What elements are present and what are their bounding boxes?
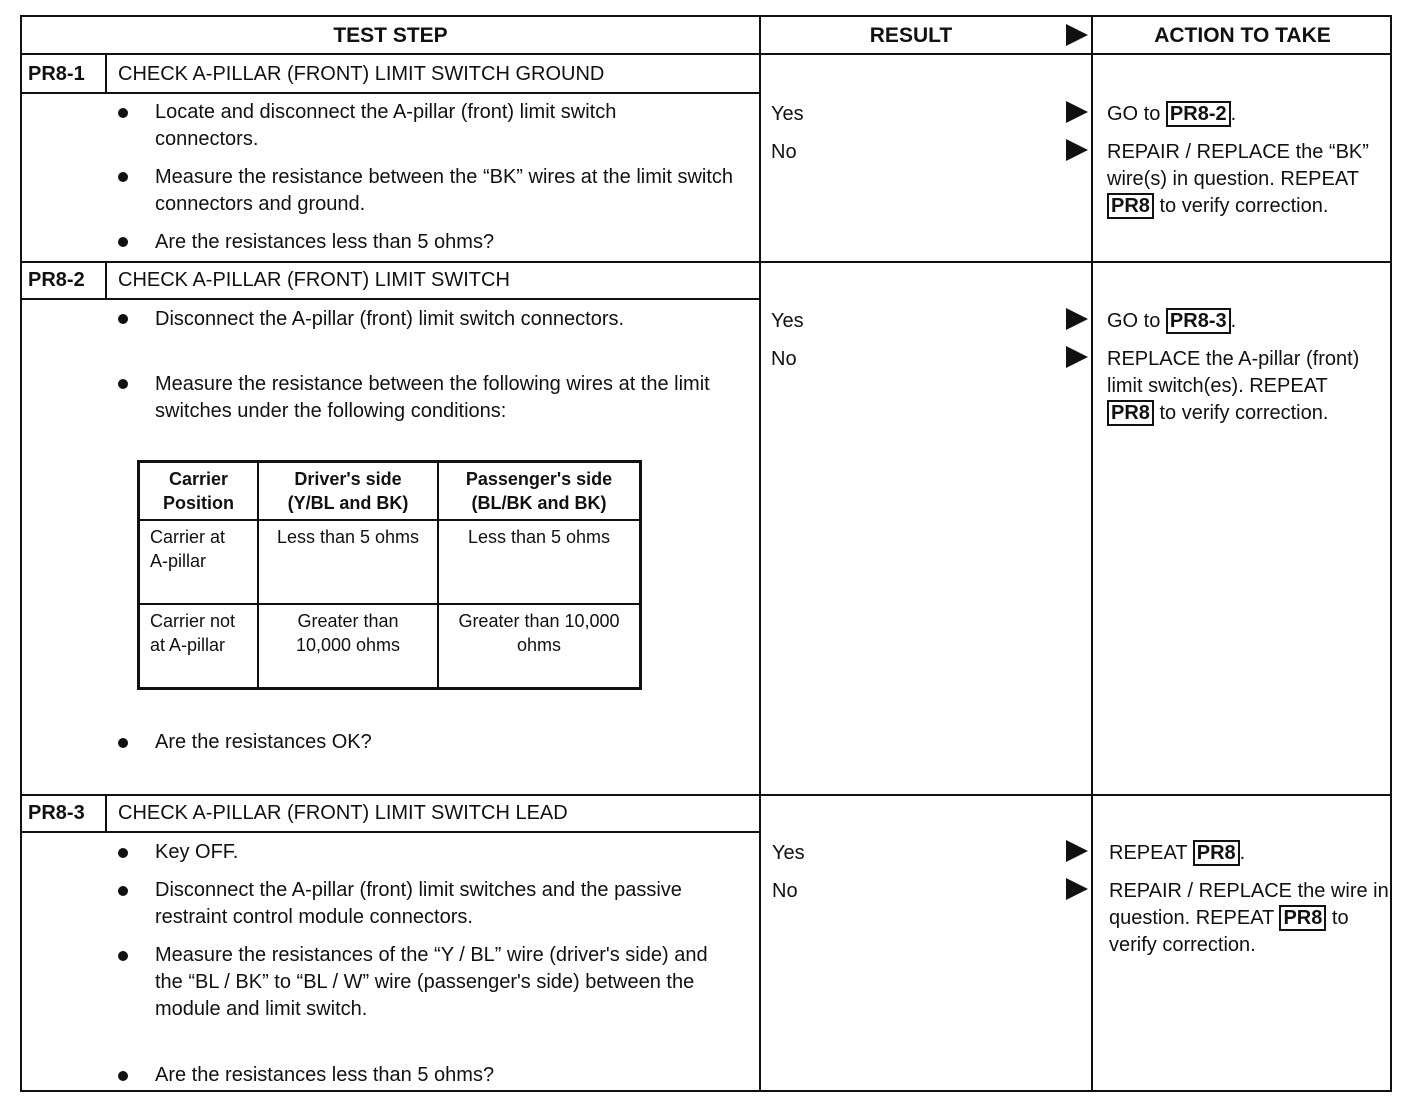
column-divider (759, 17, 761, 1092)
table-cell: Greater than 10,000 ohms (258, 604, 438, 688)
column-divider (1091, 17, 1093, 1092)
bullet-icon (118, 379, 128, 389)
step-id: PR8-3 (28, 802, 85, 824)
step-reference: PR8 (1193, 840, 1240, 866)
step-title-divider (22, 831, 759, 833)
step-title: CHECK A-PILLAR (FRONT) LIMIT SWITCH GROUND (118, 63, 605, 85)
step-id: PR8-1 (28, 63, 85, 85)
header-divider (22, 53, 1392, 55)
action-no: REPAIR / REPLACE the wire in question. REPEAT PR8 to verify correction. (1109, 880, 1389, 956)
header-arrow-icon (1066, 24, 1088, 46)
action-yes: REPEAT PR8 . (1109, 842, 1246, 864)
table-cell: Less than 5 ohms (258, 520, 438, 604)
step-reference: PR8-3 (1166, 308, 1231, 334)
step-title-divider (22, 92, 759, 94)
header-action: ACTION TO TAKE (1154, 23, 1331, 47)
table-header: Driver's side (Y/BL and BK) (258, 462, 438, 521)
step-id-divider (105, 263, 107, 299)
step-question: Are the resistances less than 5 ohms? (155, 1064, 495, 1086)
action-no: REPAIR / REPLACE the “BK” wire(s) in question. REPEAT PR8 to verify correction. (1107, 141, 1369, 217)
step-divider (22, 794, 1392, 796)
table-cell: Less than 5 ohms (438, 520, 641, 604)
header-test-step: TEST STEP (333, 23, 448, 47)
step-title: CHECK A-PILLAR (FRONT) LIMIT SWITCH (118, 269, 510, 291)
diagnostic-table (20, 15, 1392, 1092)
bullet-icon (118, 108, 128, 118)
step-reference: PR8 (1279, 905, 1326, 931)
step-instruction: Measure the resistance between the “BK” wires at the limit switch connectors and ground. (155, 166, 734, 215)
step-instruction: Disconnect the A-pillar (front) limit switch connectors. (155, 308, 625, 330)
step-question: Are the resistances OK? (155, 731, 372, 753)
result-no: No (772, 880, 798, 902)
step-divider (22, 261, 1392, 263)
header-result: RESULT (869, 23, 953, 47)
table-cell: Carrier at A-pillar (139, 520, 259, 604)
result-no: No (771, 141, 797, 163)
step-instruction: Measure the resistances of the “Y / BL” wire (driver's side) and the “BL / BK” to “BL / W” wire (passenger's side) between the module and limit switch. (155, 944, 708, 1020)
bullet-icon (118, 237, 128, 247)
step-instruction: Disconnect the A-pillar (front) limit switches and the passive restraint control module connectors. (155, 879, 682, 928)
step-instruction: Measure the resistance between the following wires at the limit switches under the following conditions: (155, 373, 710, 422)
table-header: Passenger's side (BL/BK and BK) (438, 462, 641, 521)
step-instruction: Key OFF. (155, 841, 239, 863)
arrow-icon (1066, 346, 1088, 368)
step-reference: PR8-2 (1166, 101, 1231, 127)
action-yes: GO to PR8-3 . (1107, 310, 1237, 332)
step-instruction: Locate and disconnect the A-pillar (front) limit switch connectors. (155, 101, 617, 150)
step-id: PR8-2 (28, 269, 85, 291)
arrow-icon (1066, 139, 1088, 161)
arrow-icon (1066, 878, 1088, 900)
result-yes: Yes (772, 842, 805, 864)
step-id-divider (105, 54, 107, 92)
action-yes: GO to PR8-2 . (1107, 103, 1237, 125)
bullet-icon (118, 848, 128, 858)
arrow-icon (1066, 101, 1088, 123)
arrow-icon (1066, 308, 1088, 330)
result-yes: Yes (771, 103, 804, 125)
step-title: CHECK A-PILLAR (FRONT) LIMIT SWITCH LEAD (118, 802, 568, 824)
table-cell: Carrier not at A-pillar (139, 604, 259, 688)
arrow-icon (1066, 840, 1088, 862)
bullet-icon (118, 886, 128, 896)
action-no: REPLACE the A-pillar (front) limit switch(es). REPEAT PR8 to verify correction. (1107, 348, 1360, 424)
step-question: Are the resistances less than 5 ohms? (155, 231, 495, 253)
result-no: No (771, 348, 797, 370)
conditions-table (137, 460, 642, 690)
bullet-icon (118, 951, 128, 961)
bullet-icon (118, 738, 128, 748)
bullet-icon (118, 314, 128, 324)
table-header: Carrier Position (139, 462, 259, 521)
bullet-icon (118, 1071, 128, 1081)
result-yes: Yes (771, 310, 804, 332)
step-title-divider (22, 298, 759, 300)
step-reference: PR8 (1107, 400, 1154, 426)
step-reference: PR8 (1107, 193, 1154, 219)
bullet-icon (118, 172, 128, 182)
table-cell: Greater than 10,000 ohms (438, 604, 641, 688)
step-id-divider (105, 796, 107, 832)
